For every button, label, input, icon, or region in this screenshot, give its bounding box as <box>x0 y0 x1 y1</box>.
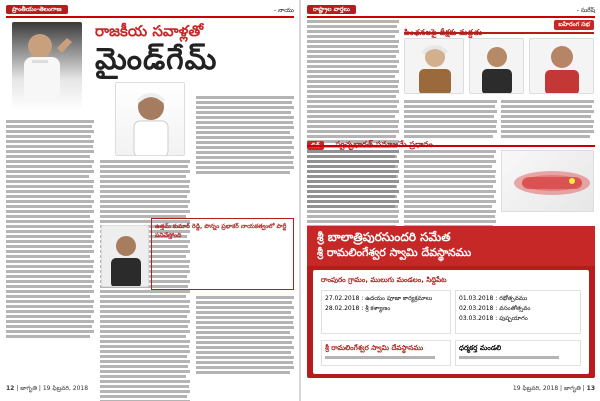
left-header-rule <box>6 16 294 18</box>
left-header <box>6 5 294 15</box>
ad-signature-box <box>455 340 581 366</box>
left-footer-text: | జాగృతి | 19 ఫిబ్రవరి, 2018 <box>16 385 89 392</box>
right-page <box>301 0 600 401</box>
ad-location: రాంపురం గ్రామం, ములుగు మండలం, సిద్దిపేట <box>321 276 447 284</box>
right-photo-2 <box>469 38 524 94</box>
right-page-number: 13 <box>586 385 595 392</box>
ad-date-right-2: 02.03.2018 : వసంతోత్సవం <box>459 305 531 312</box>
left-page <box>0 0 299 401</box>
left-headline-line2: మైండ్‌గేమ్ <box>95 42 218 77</box>
left-photo-leader <box>115 82 185 156</box>
left-photo-small <box>101 225 149 287</box>
right-subheading <box>307 132 595 144</box>
ad-date-left-2: 28.02.2018 : శ్రీ కళ్యాణం <box>325 305 391 312</box>
ad-title-band <box>307 226 595 266</box>
ad-footer <box>321 340 451 366</box>
right-section-label: రాష్ట్రాల వార్తలు <box>307 5 356 14</box>
left-photo-speaker <box>12 22 82 110</box>
ad-dates-left <box>321 290 451 334</box>
ad-content <box>313 270 589 374</box>
right-footer <box>307 385 595 397</box>
left-col-3 <box>196 96 294 176</box>
ad-signature: ధర్మకర్త మండలి <box>459 344 502 352</box>
ad-subtitle: శ్రీ రామలింగేశ్వర స్వామి దేవస్థానము <box>317 246 472 259</box>
right-banner <box>404 20 594 37</box>
left-section-label: ప్రాంతీయం-తెలంగాణ <box>6 5 68 14</box>
ad-title: శ్రీ బాలాత్రిపురసుందరి సమేత <box>317 230 451 244</box>
left-byline: - నాయు <box>273 7 294 14</box>
right-banner-chip: బహిరంగ సభ <box>554 20 594 30</box>
right-photo-1 <box>404 38 464 94</box>
ad-date-left-1: 27.02.2018 : ఉదయం పూజా కార్యక్రమాలు <box>325 295 433 302</box>
right-header-rule <box>307 16 595 18</box>
left-col-1 <box>6 120 94 340</box>
left-page-number: 12 <box>6 385 15 392</box>
ad-date-right-1: 01.03.2018 : రథోత్సవము <box>459 295 528 302</box>
ad-dates-right <box>455 290 581 334</box>
right-photo-3 <box>529 38 594 94</box>
right-header <box>307 5 595 15</box>
ad-footer-title: శ్రీ రామలింగేశ్వర స్వామి దేవస్థానము <box>325 344 424 352</box>
left-headline-line1: రాజకీయ సవాళ్లతో <box>95 22 204 40</box>
left-col-3b <box>196 296 294 376</box>
right-footer-text: 19 ఫిబ్రవరి, 2018 | జాగృతి | <box>512 385 585 392</box>
right-banner-title: పింఛనలపై దీక్షకు మద్దతు <box>404 27 483 37</box>
right-advertisement <box>307 226 595 378</box>
left-highlight-box: ఉత్తమ్ కుమార్ రెడ్డి, పొన్నం ప్రభాకర్ నాయకత్వంలో పార్టీ పనిచేస్తోంది <box>151 218 294 290</box>
right-byline: - సురేష్ <box>576 7 595 14</box>
right-subheading-rule <box>307 145 595 147</box>
right-illustration <box>501 150 594 212</box>
ad-date-right-3: 03.03.2018 : పుష్పయాగం <box>459 315 528 322</box>
left-footer <box>6 385 294 397</box>
